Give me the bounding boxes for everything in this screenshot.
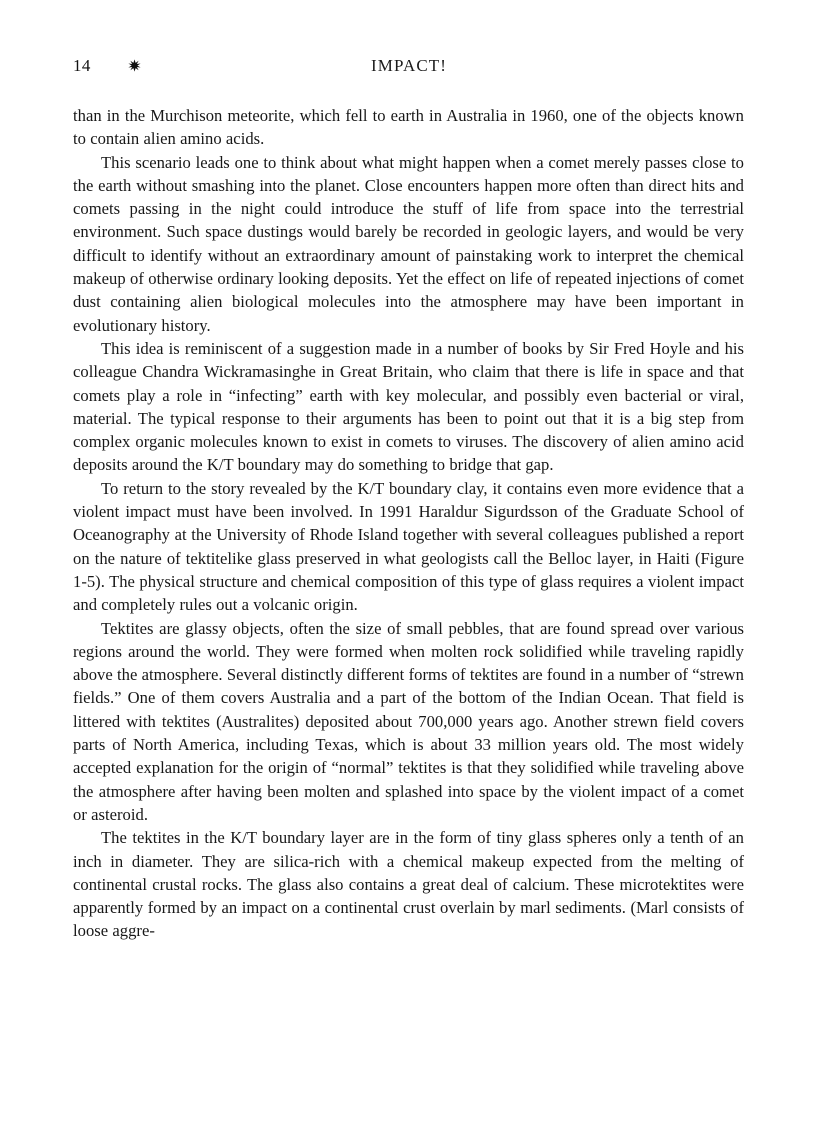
body-text-block xyxy=(73,104,744,943)
paragraph-tektites: Tektites are glassy objects, often the size of small pebbles, that are found spread over various regions around the world. They were formed when molten rock solidified while traveling rapidly above the atmosphere. Several distinctly different forms of tektites are found in a number of “strewn fields.” One of them covers Australia and a part of the bottom of the Indian Ocean. That field is littered with tektites (Australites) deposited about 700,000 years ago. Another strewn field covers parts of North America, including Texas, which is about 33 million years old. The most widely accepted explanation for the origin of “normal” tektites is that they solidified while traveling above the atmosphere after having been molten and splashed into space by the violent impact of a comet or asteroid. xyxy=(73,618,744,824)
paragraph-scenario: This scenario leads one to think about what might happen when a comet merely passes close to the earth without smashing into the planet. Close encounters happen more often than direct hits and comets passing in the night could introduce the stuff of life from space into the terrestrial environment. Such space dustings would barely be recorded in geologic layers, and would be very difficult to identify without an extraordinary amount of painstaking work to interpret the chemical makeup of otherwise ordinary looking deposits. Yet the effect on life of repeated injections of comet dust containing alien biological molecules into the atmosphere may have been important in evolutionary history. xyxy=(73,152,744,335)
running-title: IMPACT! xyxy=(370,56,448,75)
paragraph-sigurdsson: To return to the story revealed by the K/T boundary clay, it contains even more evidence that a violent impact must have been involved. In 1991 Haraldur Sigurdsson of the Graduate School of Oceanography at the University of Rhode Island together with several colleagues published a report on the nature of tektitelike glass preserved in what geologists call the Belloc layer, in Haiti (Figure 1-5). The physical structure and chemical composition of this type of glass requires a violent impact and completely rules out a volcanic origin. xyxy=(73,478,744,615)
running-head xyxy=(73,54,743,80)
paragraph-microtektites: The tektites in the K/T boundary layer are in the form of tiny glass spheres only a tenth of an inch in diameter. They are silica-rich with a chemical makeup expected from the melting of continental crustal rocks. The glass also contains a great deal of calcium. These microtektites were apparently formed by an impact on a continental crust overlain by marl sediments. (Marl consists of loose aggre- xyxy=(73,828,744,941)
paragraph-murchison: than in the Murchison meteorite, which fell to earth in Australia in 1960, one of the objects known to contain alien amino acids. xyxy=(73,106,744,149)
page-number: 14 xyxy=(73,56,91,75)
paragraph-hoyle: This idea is reminiscent of a suggestion made in a number of books by Sir Fred Hoyle and his colleague Chandra Wickramasinghe in Great Britain, who claim that there is life in space and that comets play a role in “infecting” earth with key molecular, and possibly even bacterial or viral, material. The typical response to their arguments has been to point out that it is a big step from complex organic molecules known to exist in comets to viruses. The discovery of alien amino acid deposits around the K/T boundary may do something to bridge that gap. xyxy=(73,338,744,475)
